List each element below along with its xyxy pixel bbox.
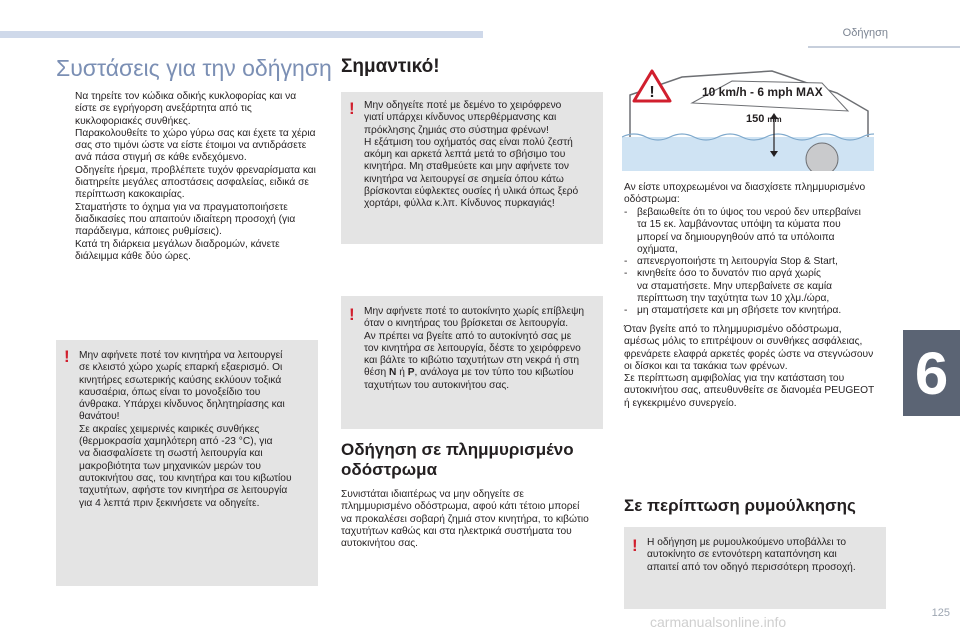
handbrake-warning-text: Μην οδηγείτε ποτέ με δεμένο το χειρόφρενο γιατί υπάρχει κίνδυνος υπερθέρμανσης και πρόκλησης ζημιάς στο σύστημα φρένων! Η εξάτμιση του οχήματός σας είναι πολύ ζεστή ακόμη και αρκετά λεπτά μετά το σβήσιμο του κινητήρα. Μη σταθμεύετε και μην αφήνετε τον κινητήρα να λειτουργεί σε σημεία όπου κάτω βρίσκονται εύφλεκτες ουσίες ή υλικά όπως ξερό χορτάρι, φύλλα κ.λπ. Κίνδυνος πυρκαγιάς! xyxy=(364,100,579,210)
towing-warning-box xyxy=(624,527,886,609)
warning-exclamation-icon: ! xyxy=(349,99,355,118)
engine-warning-box xyxy=(56,340,318,586)
list-item: - κινηθείτε όσο το δυνατόν πιο αργά χωρίς να σταματήσετε. Μην υπερβαίνετε σε καμία περίπτωση την ταχύτητα των 10 χλμ./ώρα, xyxy=(624,268,832,305)
towing-heading: Σε περίπτωση ρυμούλκησης xyxy=(624,496,856,515)
watermark: carmanualsonline.info xyxy=(650,614,787,630)
top-accent-bar xyxy=(0,31,483,38)
chapter-accent-bar xyxy=(808,46,960,48)
engine-warning-text: Μην αφήνετε ποτέ τον κινητήρα να λειτουργεί σε κλειστό χώρο χωρίς επαρκή εξαερισμό. Οι κινητήρες εσωτερικής καύσης εκλύουν τοξικά καυσαέρια, όπως είναι το μονοξείδιο του άνθρακα. Υπάρχει κίνδυνος δηλητηρίασης και θανάτου! Σε ακραίες χειμερινές καιρικές συνθήκες (θερμοκρασία χαμηλότερη από -23 °C), για να διασφαλίσετε τη σωστή λειτουργία και μακροβιότητα των μηχανικών μερών του αυτοκινήτου σας, του κινητήρα και του κιβωτίου ταχυτήτων, αφήστε τον κινητήρα σε λειτουργία για 4 λεπτά πριν ξεκινήσετε να οδηγείτε. xyxy=(79,350,292,509)
warning-exclamation-icon: ! xyxy=(349,305,355,324)
important-heading: Σημαντικό! xyxy=(341,56,440,77)
towing-warning-text: Η οδήγηση με ρυμουλκούμενο υποβάλλει το αυτοκίνητο σε εντονότερη καταπόνηση και απαιτεί από τον οδηγό περισσότερη προσοχή. xyxy=(647,537,856,573)
list-item: Σταματήστε το όχημα για να πραγματοποιήσετε διαδικασίες που απαιτούν ιδιαίτερη προσοχή (για παράδειγμα, κάποιες ρυθμίσεις). xyxy=(75,201,296,238)
gear-n-label: N xyxy=(389,367,397,379)
flooded-road-text: Συνιστάται ιδιαιτέρως να μην οδηγείτε σε πλημμυρισμένο οδόστρωμα, αφού κάτι τέτοιο μπορεί να προκαλέσει σοβαρή ζημιά στον κινητήρα, το κιβώτιο ταχυτήτων καθώς και στα ηλεκτρικά συστήματα του αυτοκινήτου σας. xyxy=(341,489,589,550)
speed-limit-label: 10 km/h - 6 mph MAX xyxy=(702,85,823,99)
page-title: Συστάσεις για την οδήγηση xyxy=(56,55,332,81)
list-item: - απενεργοποιήστε τη λειτουργία Stop & Start, xyxy=(624,256,838,268)
flooded-road-illustration xyxy=(622,63,874,171)
list-item: Κατά τη διάρκεια μεγάλων διαδρομών, κάνετε διάλειμμα κάθε δύο ώρες. xyxy=(75,238,280,262)
unattended-warning-text: Μην αφήνετε ποτέ το αυτοκίνητο χωρίς επίβλεψη όταν ο κινητήρας του βρίσκεται σε λειτουργία. Αν πρέπει να βγείτε από το αυτοκίνητό σας με τον κινητήρα σε λειτουργία, δέστε το χειρόφρενο και βάλτε το κιβώτιο ταχυτήτων στη νεκρά ή στη θέση N ή P, ανάλογα με τον τύπο του κιβωτίου ταχυτήτων του αυτοκινήτου σας. xyxy=(364,306,585,391)
list-item: Παρακολουθείτε το χώρο γύρω σας και έχετε τα χέρια σας στο τιμόνι ώστε να είστε έτοιμοι να αντιδράσετε ανά πάσα στιγμή σε κάθε ενδεχόμενο. xyxy=(75,127,316,164)
wheel-shape xyxy=(806,143,838,171)
water-depth-label: 150 mm xyxy=(746,113,782,125)
list-item: Οδηγείτε ήρεμα, προβλέπετε τυχόν φρεναρίσματα και διατηρείτε μεγάλες αποστάσεις ασφαλείας, ειδικά σε περίπτωση κακοκαιρίας. xyxy=(75,164,316,201)
flooded-intro-text: Αν είστε υποχρεωμένοι να διασχίσετε πλημμυρισμένο οδόστρωμα: xyxy=(624,182,866,206)
handbrake-warning-box xyxy=(341,92,603,244)
recommendations-list xyxy=(57,91,319,263)
chapter-title: Οδήγηση xyxy=(842,27,888,39)
page-number: 125 xyxy=(931,607,950,619)
flooded-road-steps xyxy=(624,207,896,318)
list-item: - βεβαιωθείτε ότι το ύψος του νερού δεν υπερβαίνει τα 15 εκ. λαμβάνοντας υπόψη τα κύματα που μπορεί να δημιουργηθούν από τα υπόλοιπα οχήματα, xyxy=(624,207,861,255)
list-item: - μη σταματήσετε και μη σβήσετε τον κινητήρα. xyxy=(624,305,842,317)
flooded-road-heading: Οδήγηση σε πλημμυρισμένο οδόστρωμα xyxy=(341,440,574,479)
warning-exclamation-icon: ! xyxy=(632,536,638,555)
list-item: Να τηρείτε τον κώδικα οδικής κυκλοφορίας και να είστε σε εγρήγορση ανεξάρτητα από τις κυκλοφοριακές συνθήκες. xyxy=(75,91,297,127)
after-flooding-text: Όταν βγείτε από το πλημμυρισμένο οδόστρωμα, αμέσως μόλις το επιτρέψουν οι συνθήκες ασφάλειας, φρενάρετε ελαφρά αρκετές φορές ώστε να στεγνώσουν οι δίσκοι και τα τακάκια των φρένων. Σε περίπτωση αμφιβολίας για την κατάσταση του αυτοκινήτου σας, απευθυνθείτε σε διανομέα PEUGEOT ή εγκεκριμένο συνεργείο. xyxy=(624,324,875,409)
gear-p-label: P xyxy=(407,367,415,379)
unattended-warning-box xyxy=(341,296,603,429)
warning-exclamation-icon: ! xyxy=(64,347,70,366)
chapter-tab: 6 xyxy=(903,330,960,416)
triangle-exclamation-mark: ! xyxy=(649,84,655,101)
